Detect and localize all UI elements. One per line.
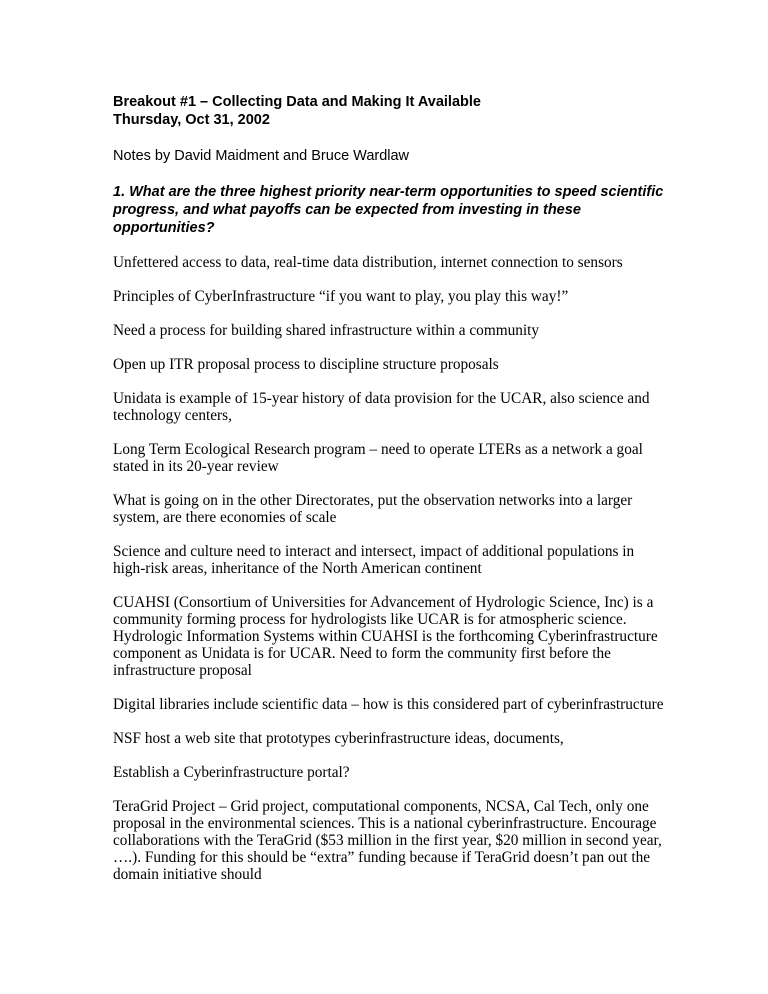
paragraph-9: CUAHSI (Consortium of Universities for Advancement of Hydrologic Science, Inc) is a community forming process for hydrologists like UCAR is for atmospheric science. Hydrologic Information Systems within CUAHSI is the forthcoming Cyberinfrastructure component as Unidata is for UCAR. Need to form the community first before the infrastructure proposal [113,594,658,679]
notes-by-line: Notes by David Maidment and Bruce Wardlaw [113,148,410,164]
paragraph-6: Long Term Ecological Research program – need to operate LTERs as a network a goal stated in its 20-year review [113,441,643,475]
paragraph-5: Unidata is example of 15-year history of data provision for the UCAR, also science and technology centers, [113,390,650,424]
paragraph-11: NSF host a web site that prototypes cyberinfrastructure ideas, documents, [113,730,564,747]
paragraph-8: Science and culture need to interact and intersect, impact of additional populations in high-risk areas, inheritance of the North American continent [113,543,635,577]
paragraph-2: Principles of CyberInfrastructure “if you want to play, you play this way!” [113,288,569,305]
paragraph-10: Digital libraries include scientific data – how is this considered part of cyberinfrastructure [113,696,664,713]
title-date: Thursday, Oct 31, 2002 [113,112,270,128]
paragraph-7: What is going on in the other Directorates, put the observation networks into a larger system, are there economies of scale [113,492,633,526]
paragraph-13: TeraGrid Project – Grid project, computational components, NCSA, Cal Tech, only one proposal in the environmental sciences. This is a national cyberinfrastructure. Encourage collaborations with the TeraGrid ($53 million in the first year, $20 million in second year, ….). Funding for this should be “extra” funding because if TeraGrid doesn’t pan out the domain initiative should [113,798,662,883]
paragraph-12: Establish a Cyberinfrastructure portal? [113,764,350,781]
document-title [113,93,668,129]
paragraph-4: Open up ITR proposal process to discipline structure proposals [113,356,499,373]
question-heading: 1. What are the three highest priority near-term opportunities to speed scientific progress, and what payoffs can be expected from investing in these opportunities? [113,184,664,236]
paragraph-1: Unfettered access to data, real-time data distribution, internet connection to sensors [113,254,623,271]
title-line-1: Breakout #1 – Collecting Data and Making It Available [113,94,481,110]
paragraph-3: Need a process for building shared infrastructure within a community [113,322,540,339]
